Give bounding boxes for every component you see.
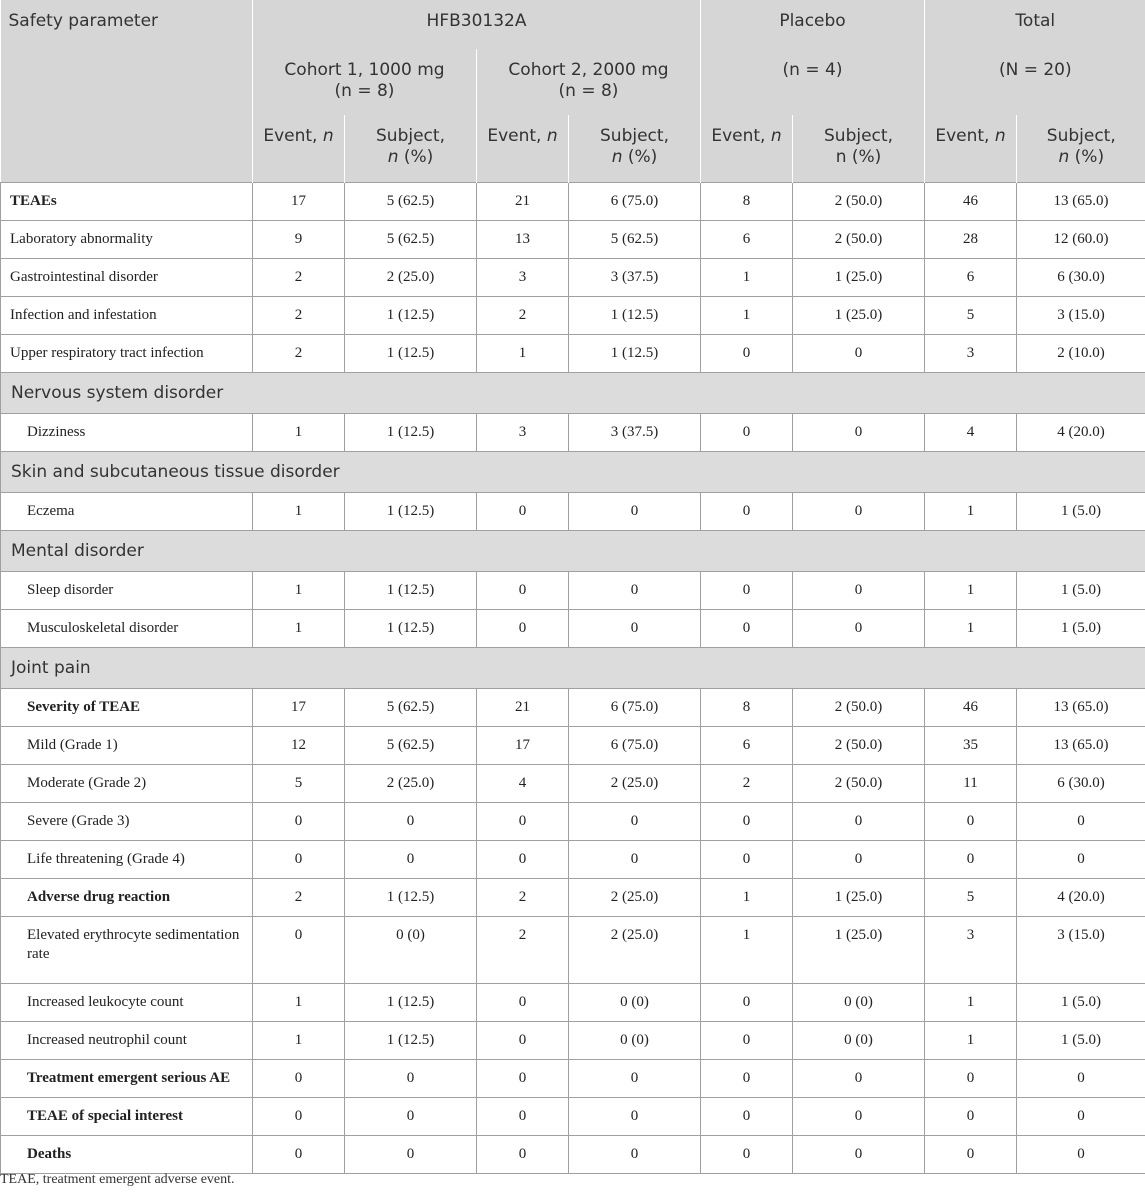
header-safety-parameter: Safety parameter [1,0,253,183]
subject-count-cell: 0 [1017,1136,1145,1174]
subject-count-cell: 0 (0) [345,917,477,984]
section-row [1,452,1145,493]
event-count-cell: 12 [253,727,345,765]
section-row [1,373,1145,414]
event-count-cell: 0 [477,1136,569,1174]
subject-count-cell: 1 (12.5) [345,610,477,648]
event-count-cell: 1 [253,414,345,452]
row-label: Eczema [1,493,253,531]
event-count-cell: 0 [477,1098,569,1136]
subject-count-cell: 13 (65.0) [1017,689,1145,727]
event-count-cell: 0 [701,1136,793,1174]
cohort1-n: (n = 8) [334,81,395,101]
section-label: Mental disorder [1,531,1145,572]
event-count-cell: 0 [477,803,569,841]
subject-count-cell: 1 (12.5) [345,297,477,335]
row-label: Deaths [1,1136,253,1174]
header-drug: HFB30132A [253,0,701,49]
event-count-cell: 1 [253,493,345,531]
subject-count-cell: 0 [569,1136,701,1174]
row-label: Adverse drug reaction [1,879,253,917]
section-row [1,531,1145,572]
event-count-cell: 0 [925,1098,1017,1136]
subject-count-cell: 1 (5.0) [1017,610,1145,648]
event-count-cell: 21 [477,689,569,727]
event-count-cell: 2 [253,297,345,335]
event-count-cell: 0 [701,984,793,1022]
header-placebo-n: (n = 4) [701,49,925,115]
table-row [1,879,1145,917]
subject-count-cell: 6 (30.0) [1017,765,1145,803]
event-count-cell: 6 [925,259,1017,297]
subject-count-cell: 1 (12.5) [345,984,477,1022]
subject-count-cell: 1 (12.5) [569,297,701,335]
table-row [1,689,1145,727]
section-label: Skin and subcutaneous tissue disorder [1,452,1145,493]
event-count-cell: 1 [925,610,1017,648]
table-body [1,183,1145,1174]
row-label: Severity of TEAE [1,689,253,727]
subject-count-cell: 0 [1017,803,1145,841]
cohort1-label: Cohort 1, 1000 mg [284,60,445,80]
event-count-cell: 1 [701,879,793,917]
subject-count-cell: 5 (62.5) [569,221,701,259]
header-event: Event, n [701,115,793,183]
row-label: Dizziness [1,414,253,452]
subject-count-cell: 1 (12.5) [569,335,701,373]
subject-count-cell: 3 (37.5) [569,259,701,297]
table-row [1,493,1145,531]
row-label: Laboratory abnormality [1,221,253,259]
subject-count-cell: 0 [569,572,701,610]
event-count-cell: 3 [925,335,1017,373]
row-label: Increased neutrophil count [1,1022,253,1060]
subject-count-cell: 0 [793,1098,925,1136]
event-count-cell: 0 [701,1060,793,1098]
subject-count-cell: 3 (15.0) [1017,917,1145,984]
table-row [1,841,1145,879]
event-count-cell: 0 [701,493,793,531]
header-subject: Subject, n (%) [345,115,477,183]
event-count-cell: 0 [701,335,793,373]
row-label: TEAE of special interest [1,1098,253,1136]
event-count-cell: 3 [477,259,569,297]
row-label: Gastrointestinal disorder [1,259,253,297]
event-count-cell: 1 [925,1022,1017,1060]
subject-count-cell: 1 (12.5) [345,335,477,373]
subject-count-cell: 0 [569,1060,701,1098]
subject-count-cell: 0 [345,803,477,841]
event-count-cell: 9 [253,221,345,259]
subject-count-cell: 2 (25.0) [569,879,701,917]
section-label: Joint pain [1,648,1145,689]
table-row [1,259,1145,297]
event-count-cell: 17 [253,183,345,221]
event-count-cell: 0 [253,1136,345,1174]
table-row [1,765,1145,803]
subject-count-cell: 2 (50.0) [793,727,925,765]
subject-count-cell: 0 [1017,841,1145,879]
subject-count-cell: 1 (5.0) [1017,572,1145,610]
subject-count-cell: 0 [345,841,477,879]
event-count-cell: 0 [925,841,1017,879]
event-count-cell: 1 [701,297,793,335]
event-count-cell: 0 [701,414,793,452]
header-event: Event, n [253,115,345,183]
header-subject: Subject, n (%) [793,115,925,183]
event-count-cell: 5 [925,297,1017,335]
subject-count-cell: 6 (75.0) [569,183,701,221]
subject-count-cell: 1 (25.0) [793,259,925,297]
subject-count-cell: 2 (50.0) [793,689,925,727]
event-count-cell: 2 [477,917,569,984]
subject-count-cell: 0 [345,1136,477,1174]
subject-count-cell: 12 (60.0) [1017,221,1145,259]
event-count-cell: 0 [477,572,569,610]
subject-count-cell: 1 (12.5) [345,879,477,917]
event-count-cell: 0 [253,841,345,879]
subject-count-cell: 6 (75.0) [569,727,701,765]
event-count-cell: 3 [477,414,569,452]
row-label: Musculoskeletal disorder [1,610,253,648]
row-label: Upper respiratory tract infection [1,335,253,373]
header-subject: Subject, n (%) [1017,115,1145,183]
event-count-cell: 13 [477,221,569,259]
event-count-cell: 11 [925,765,1017,803]
event-count-cell: 28 [925,221,1017,259]
table-row [1,984,1145,1022]
subject-count-cell: 2 (50.0) [793,221,925,259]
subject-count-cell: 1 (25.0) [793,917,925,984]
subject-count-cell: 0 (0) [793,1022,925,1060]
event-count-cell: 0 [477,841,569,879]
subject-count-cell: 0 [1017,1098,1145,1136]
subject-count-cell: 3 (15.0) [1017,297,1145,335]
event-count-cell: 1 [701,259,793,297]
subject-count-cell: 6 (75.0) [569,689,701,727]
event-count-cell: 1 [253,572,345,610]
event-count-cell: 8 [701,689,793,727]
table-row [1,221,1145,259]
event-count-cell: 4 [477,765,569,803]
subject-count-cell: 0 (0) [793,984,925,1022]
event-count-cell: 2 [477,297,569,335]
event-count-cell: 0 [701,572,793,610]
subject-count-cell: 1 (25.0) [793,879,925,917]
subject-count-cell: 2 (25.0) [569,765,701,803]
event-count-cell: 0 [701,1098,793,1136]
event-count-cell: 0 [253,917,345,984]
cohort2-label: Cohort 2, 2000 mg [508,60,669,80]
table-row [1,414,1145,452]
event-count-cell: 0 [925,1060,1017,1098]
section-row [1,648,1145,689]
subject-count-cell: 5 (62.5) [345,689,477,727]
event-count-cell: 6 [701,221,793,259]
event-count-cell: 5 [925,879,1017,917]
table-row [1,1136,1145,1174]
row-label: TEAEs [1,183,253,221]
event-count-cell: 1 [253,984,345,1022]
subject-count-cell: 0 [793,335,925,373]
event-count-cell: 46 [925,183,1017,221]
subject-count-cell: 0 (0) [569,984,701,1022]
subject-count-cell: 0 [793,803,925,841]
row-label: Elevated erythrocyte sedimentation rate [1,917,253,984]
event-count-cell: 2 [477,879,569,917]
subject-count-cell: 5 (62.5) [345,221,477,259]
subject-count-cell: 1 (12.5) [345,572,477,610]
event-count-cell: 1 [477,335,569,373]
table-header [1,0,1145,183]
subject-count-cell: 1 (12.5) [345,493,477,531]
row-label: Life threatening (Grade 4) [1,841,253,879]
event-count-cell: 5 [253,765,345,803]
table-row [1,297,1145,335]
row-label: Increased leukocyte count [1,984,253,1022]
event-count-cell: 0 [477,1022,569,1060]
event-count-cell: 1 [253,1022,345,1060]
header-event: Event, n [477,115,569,183]
event-count-cell: 3 [925,917,1017,984]
subject-count-cell: 6 (30.0) [1017,259,1145,297]
table-row [1,803,1145,841]
subject-count-cell: 1 (12.5) [345,1022,477,1060]
subject-count-cell: 0 [793,1136,925,1174]
event-count-cell: 0 [701,610,793,648]
subject-count-cell: 13 (65.0) [1017,727,1145,765]
subject-count-cell: 1 (5.0) [1017,1022,1145,1060]
subject-count-cell: 2 (50.0) [793,183,925,221]
header-subject: Subject, n (%) [569,115,701,183]
subject-count-cell: 0 [345,1098,477,1136]
subject-count-cell: 1 (5.0) [1017,984,1145,1022]
subject-count-cell: 1 (25.0) [793,297,925,335]
subject-count-cell: 1 (5.0) [1017,493,1145,531]
subject-count-cell: 2 (25.0) [569,917,701,984]
subject-count-cell: 0 [793,572,925,610]
subject-count-cell: 0 [569,803,701,841]
table-row [1,1022,1145,1060]
event-count-cell: 1 [925,984,1017,1022]
table-row [1,1098,1145,1136]
row-label: Mild (Grade 1) [1,727,253,765]
event-count-cell: 46 [925,689,1017,727]
row-label: Infection and infestation [1,297,253,335]
event-count-cell: 17 [477,727,569,765]
table-row [1,1060,1145,1098]
event-count-cell: 0 [253,1098,345,1136]
event-count-cell: 0 [477,984,569,1022]
event-count-cell: 0 [701,841,793,879]
subject-count-cell: 13 (65.0) [1017,183,1145,221]
subject-count-cell: 5 (62.5) [345,183,477,221]
subject-count-cell: 0 [345,1060,477,1098]
event-count-cell: 0 [477,1060,569,1098]
event-count-cell: 2 [701,765,793,803]
header-total-n: (N = 20) [925,49,1145,115]
event-count-cell: 17 [253,689,345,727]
event-count-cell: 1 [925,572,1017,610]
subject-count-cell: 2 (50.0) [793,765,925,803]
subject-count-cell: 2 (10.0) [1017,335,1145,373]
subject-count-cell: 0 [793,841,925,879]
event-count-cell: 0 [253,803,345,841]
event-count-cell: 0 [253,1060,345,1098]
subject-count-cell: 0 [569,841,701,879]
event-count-cell: 2 [253,259,345,297]
table-row [1,183,1145,221]
row-label: Moderate (Grade 2) [1,765,253,803]
event-count-cell: 6 [701,727,793,765]
subject-count-cell: 0 [1017,1060,1145,1098]
table-row [1,917,1145,984]
subject-count-cell: 4 (20.0) [1017,414,1145,452]
table-row [1,610,1145,648]
row-label: Sleep disorder [1,572,253,610]
event-count-cell: 0 [701,803,793,841]
subject-count-cell: 0 [793,414,925,452]
table-row [1,727,1145,765]
subject-count-cell: 0 [793,610,925,648]
subject-count-cell: 2 (25.0) [345,765,477,803]
event-count-cell: 1 [253,610,345,648]
event-count-cell: 35 [925,727,1017,765]
subject-count-cell: 2 (25.0) [345,259,477,297]
cohort2-n: (n = 8) [558,81,619,101]
subject-count-cell: 4 (20.0) [1017,879,1145,917]
subject-count-cell: 0 [793,1060,925,1098]
subject-count-cell: 0 [569,493,701,531]
event-count-cell: 2 [253,879,345,917]
subject-count-cell: 3 (37.5) [569,414,701,452]
table-row [1,335,1145,373]
event-count-cell: 0 [477,610,569,648]
event-count-cell: 0 [925,803,1017,841]
event-count-cell: 0 [477,493,569,531]
header-cohort1 [253,49,477,115]
event-count-cell: 0 [925,1136,1017,1174]
subject-count-cell: 0 [569,1098,701,1136]
row-label: Treatment emergent serious AE [1,1060,253,1098]
event-count-cell: 2 [253,335,345,373]
header-total: Total [925,0,1145,49]
event-count-cell: 0 [701,1022,793,1060]
subject-count-cell: 0 (0) [569,1022,701,1060]
event-count-cell: 21 [477,183,569,221]
section-label: Nervous system disorder [1,373,1145,414]
subject-count-cell: 0 [569,610,701,648]
table-footnote: TEAE, treatment emergent adverse event. [0,1172,235,1187]
subject-count-cell: 0 [793,493,925,531]
header-placebo: Placebo [701,0,925,49]
row-label: Severe (Grade 3) [1,803,253,841]
header-event: Event, n [925,115,1017,183]
event-count-cell: 1 [925,493,1017,531]
subject-count-cell: 1 (12.5) [345,414,477,452]
event-count-cell: 8 [701,183,793,221]
event-count-cell: 1 [701,917,793,984]
event-count-cell: 4 [925,414,1017,452]
subject-count-cell: 5 (62.5) [345,727,477,765]
table-row [1,572,1145,610]
header-cohort2 [477,49,701,115]
